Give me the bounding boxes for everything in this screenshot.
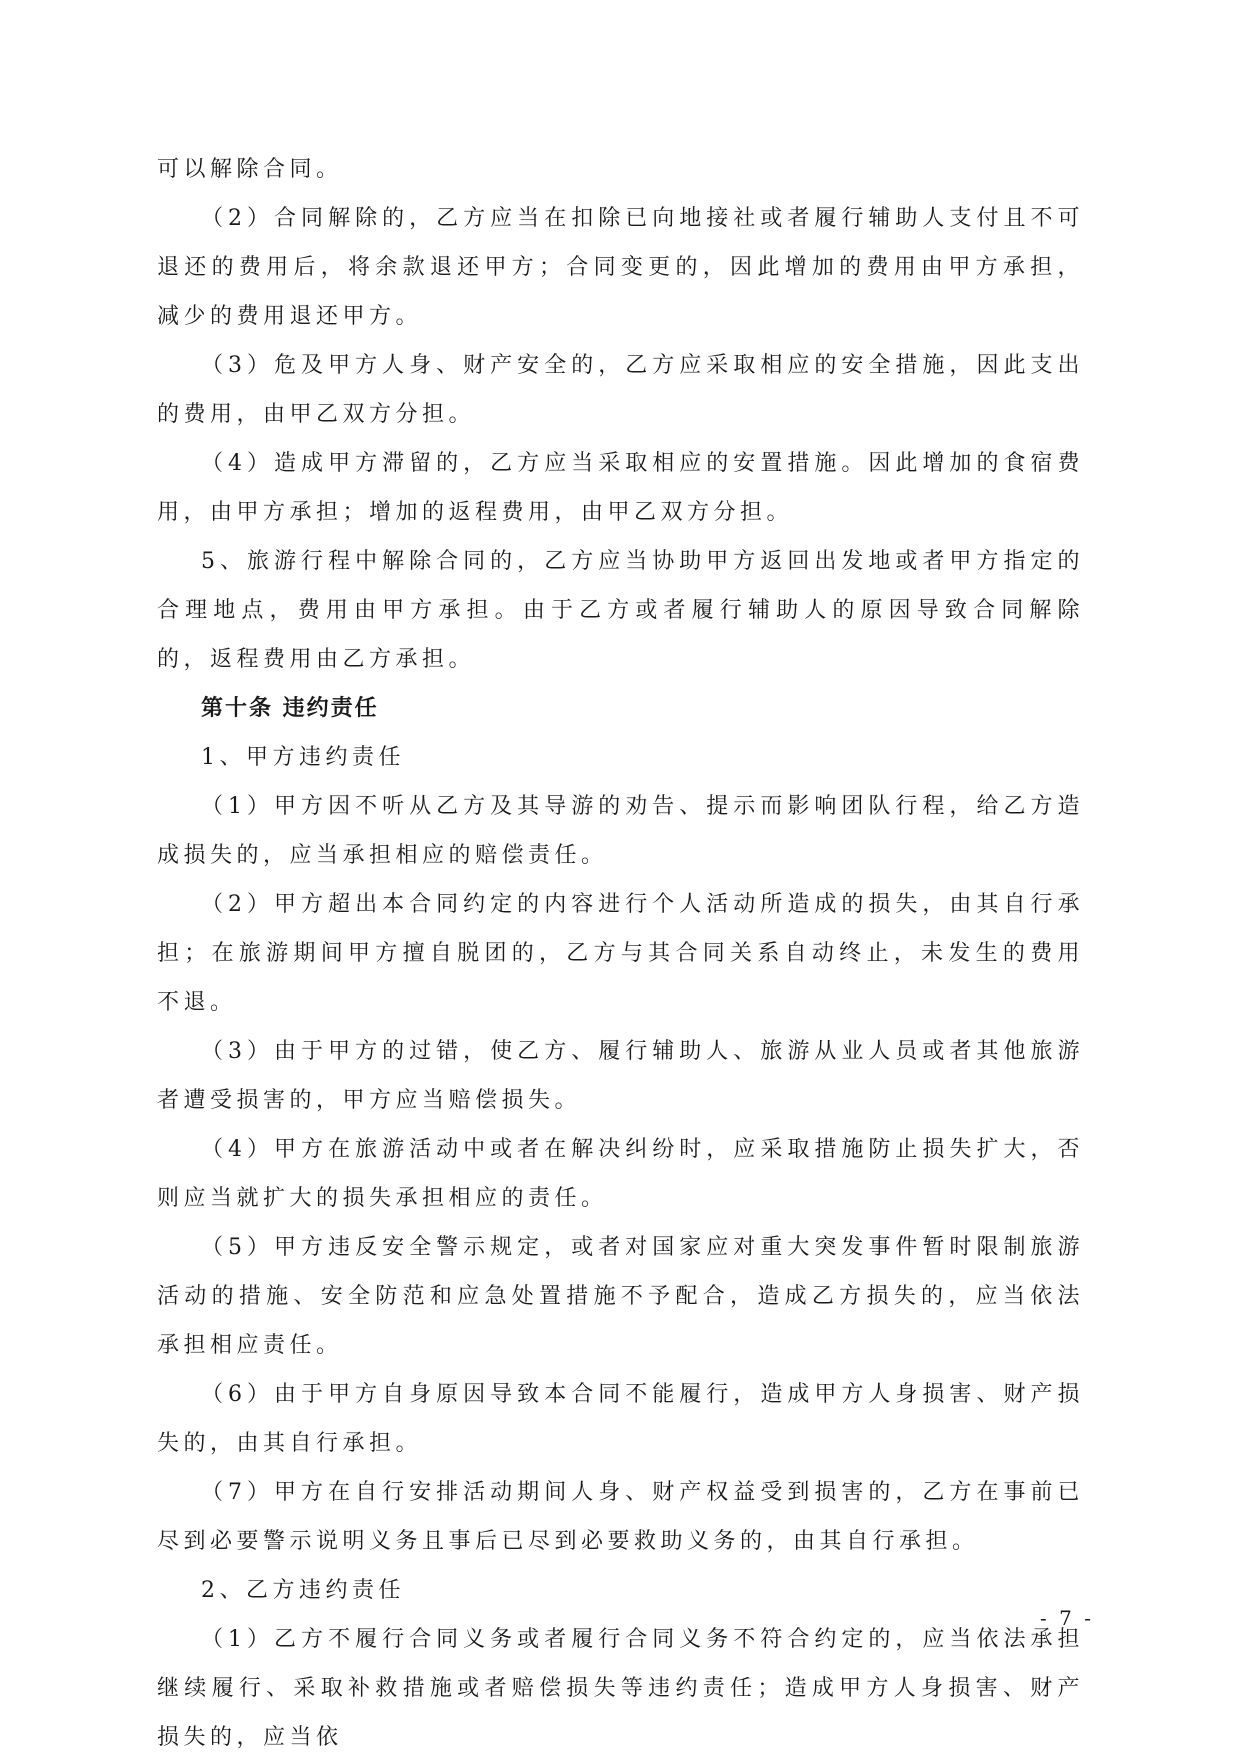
paragraph: （4）造成甲方滞留的，乙方应当采取相应的安置措施。因此增加的食宿费用，由甲方承担；增加的返程费用，由甲乙双方分担。 — [157, 451, 1084, 525]
paragraph: （7）甲方在自行安排活动期间人身、财产权益受到损害的，乙方在事前已尽到必要警示说明义务且事后已尽到必要救助义务的，由其自行承担。 — [157, 1480, 1084, 1554]
paragraph: （3）由于甲方的过错，使乙方、履行辅助人、旅游从业人员或者其他旅游者遭受损害的，甲方应当赔偿损失。 — [157, 1039, 1084, 1113]
document-body — [157, 145, 1084, 1762]
paragraph: （4）甲方在旅游活动中或者在解决纠纷时，应采取措施防止损失扩大，否则应当就扩大的损失承担相应的责任。 — [157, 1137, 1084, 1211]
paragraph: （5）甲方违反安全警示规定，或者对国家应对重大突发事件暂时限制旅游活动的措施、安全防范和应急处置措施不予配合，造成乙方损失的，应当依法承担相应责任。 — [157, 1235, 1084, 1358]
subsection-title: 1、甲方违约责任 — [201, 745, 405, 770]
paragraph: （1）甲方因不听从乙方及其导游的劝告、提示而影响团队行程，给乙方造成损失的，应当承担相应的赔偿责任。 — [157, 794, 1084, 868]
paragraph: （6）由于甲方自身原因导致本合同不能履行，造成甲方人身损害、财产损失的，由其自行承担。 — [157, 1382, 1084, 1456]
paragraph: 5、旅游行程中解除合同的，乙方应当协助甲方返回出发地或者甲方指定的合理地点，费用由甲方承担。由于乙方或者履行辅助人的原因导致合同解除的，返程费用由乙方承担。 — [157, 549, 1084, 672]
page-number: - 7 - — [1040, 1606, 1094, 1630]
paragraph: （2）甲方超出本合同约定的内容进行个人活动所造成的损失，由其自行承担；在旅游期间甲方擅自脱团的，乙方与其合同关系自动终止，未发生的费用不退。 — [157, 892, 1084, 1015]
paragraph: （1）乙方不履行合同义务或者履行合同义务不符合约定的，应当依法承担继续履行、采取补救措施或者赔偿损失等违约责任；造成甲方人身损害、财产损失的，应当依 — [157, 1627, 1084, 1750]
paragraph: （3）危及甲方人身、财产安全的，乙方应采取相应的安全措施，因此支出的费用，由甲乙双方分担。 — [157, 353, 1084, 427]
paragraph: （2）合同解除的，乙方应当在扣除已向地接社或者履行辅助人支付且不可退还的费用后，将余款退还甲方；合同变更的，因此增加的费用由甲方承担，减少的费用退还甲方。 — [157, 206, 1084, 329]
subsection-title: 2、乙方违约责任 — [201, 1578, 405, 1603]
section-heading: 第十条 违约责任 — [201, 696, 379, 721]
paragraph: 可以解除合同。 — [157, 157, 343, 182]
